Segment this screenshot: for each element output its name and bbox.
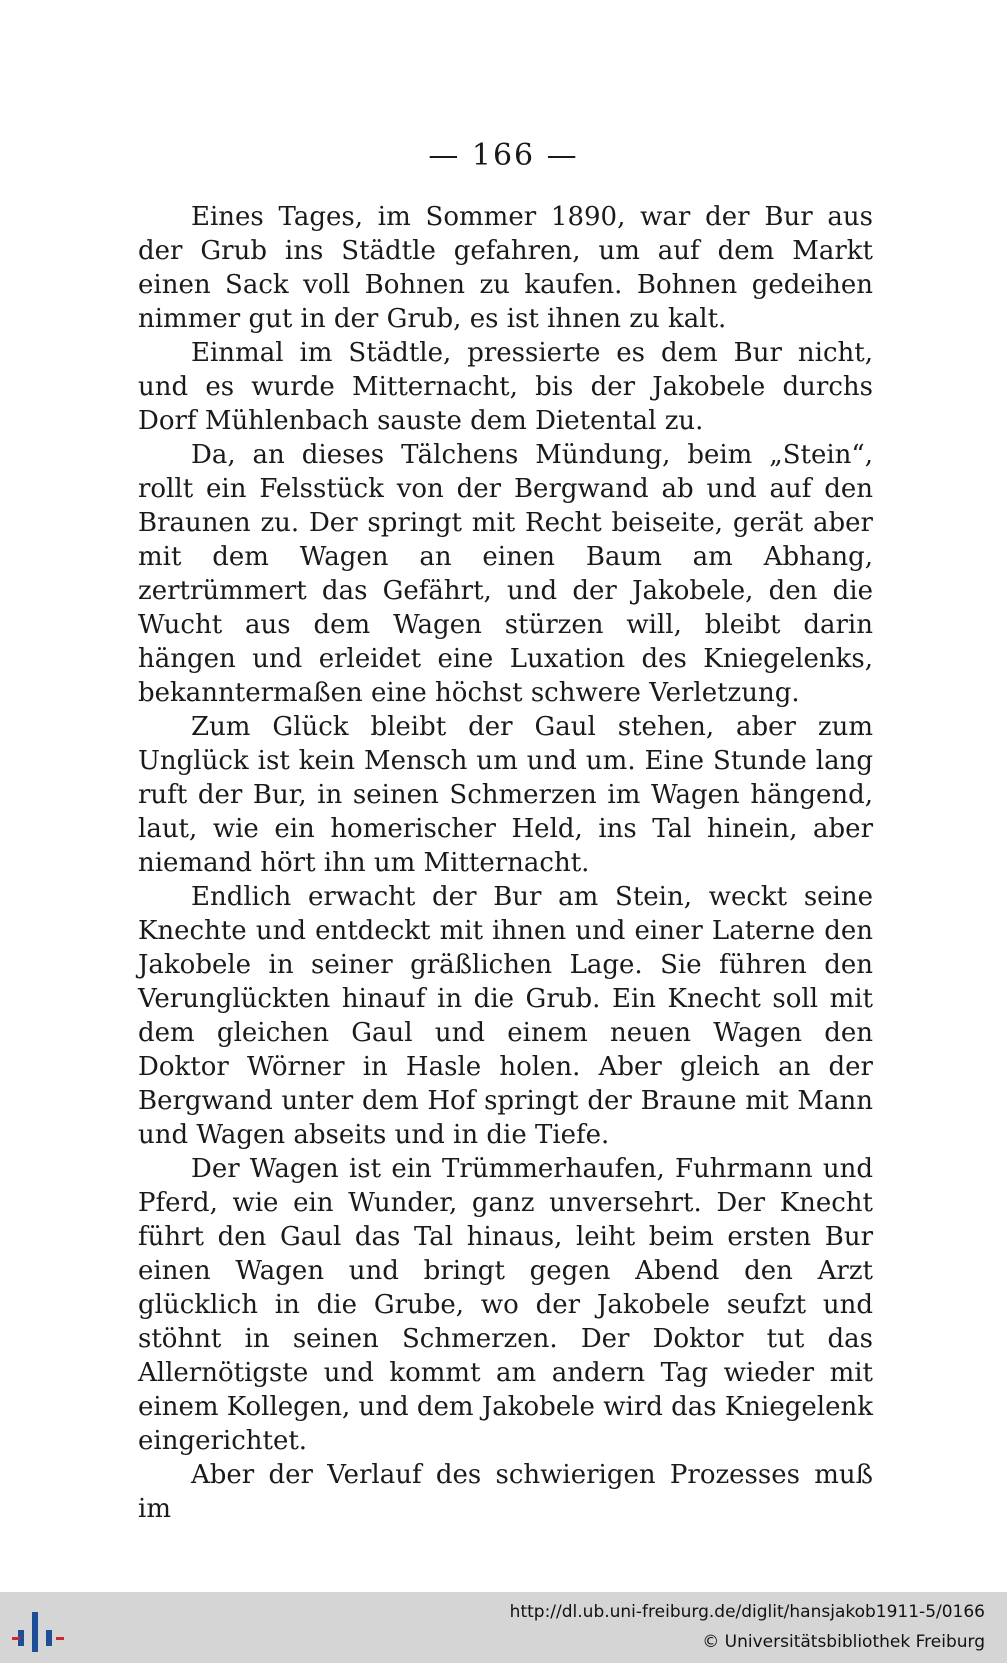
paragraph: Da, an dieses Tälchens Mündung, beim „Stein“, rollt ein Felsstück von der Bergwand ab und auf den Braunen zu. Der springt mit Recht beiseite, gerät aber mit dem Wagen an einen Baum am Abhang, zertrümmert das Gefährt, und der Jakobele, den die Wucht aus dem Wagen stürzen will, bleibt darin hängen und erleidet eine Luxation des Kniegelenks, bekanntermaßen eine höchst schwere Verletzung. xyxy=(138,440,873,708)
paragraph: Eines Tages, im Sommer 1890, war der Bur aus der Grub ins Städtle gefahren, um auf dem Markt einen Sack voll Bohnen zu kaufen. Bohnen gedeihen nimmer gut in der Grub, es ist ihnen zu kalt. xyxy=(138,202,873,334)
paragraph: Zum Glück bleibt der Gaul stehen, aber zum Unglück ist kein Mensch um und um. Eine Stunde lang ruft der Bur, in seinen Schmerzen im Wagen hängend, laut, wie ein homerischer Held, ins Tal hinein, aber niemand hört ihn um Mitternacht. xyxy=(138,712,873,878)
ub-freiburg-logo-icon xyxy=(12,1606,64,1654)
paragraph: Der Wagen ist ein Trümmerhaufen, Fuhrmann und Pferd, wie ein Wunder, ganz unversehrt. Der Knecht führt den Gaul das Tal hinaus, leiht beim ersten Bur einen Wagen und bringt gegen Abend den Arzt glücklich in die Grube, wo der Jakobele seufzt und stöhnt in seinen Schmerzen. Der Doktor tut das Allernötigste und kommt am andern Tag wieder mit einem Kollegen, und dem Jakobele wird das Kniegelenk eingerichtet. xyxy=(138,1154,873,1456)
source-url-link[interactable]: http://dl.ub.uni-freiburg.de/diglit/hansjakob1911-5/0166 xyxy=(509,1602,985,1622)
paragraph: Aber der Verlauf des schwierigen Prozesses muß im xyxy=(138,1460,873,1524)
copyright-text: © Universitätsbibliothek Freiburg xyxy=(702,1632,985,1652)
paragraph: Endlich erwacht der Bur am Stein, weckt seine Knechte und entdeckt mit ihnen und einer Laterne den Jakobele in seiner gräßlichen Lage. Sie führen den Verunglückten hinauf in die Grub. Ein Knecht soll mit dem gleichen Gaul und einem neuen Wagen den Doktor Wörner in Hasle holen. Aber gleich an der Bergwand unter dem Hof springt der Braune mit Mann und Wagen abseits und in die Tiefe. xyxy=(138,882,873,1150)
page-number: — 166 — xyxy=(428,138,579,173)
footer-bar xyxy=(0,1592,1007,1663)
body-text xyxy=(138,200,873,1526)
paragraph: Einmal im Städtle, pressierte es dem Bur nicht, und es wurde Mitternacht, bis der Jakobele durchs Dorf Mühlenbach sauste dem Dietental zu. xyxy=(138,338,873,436)
